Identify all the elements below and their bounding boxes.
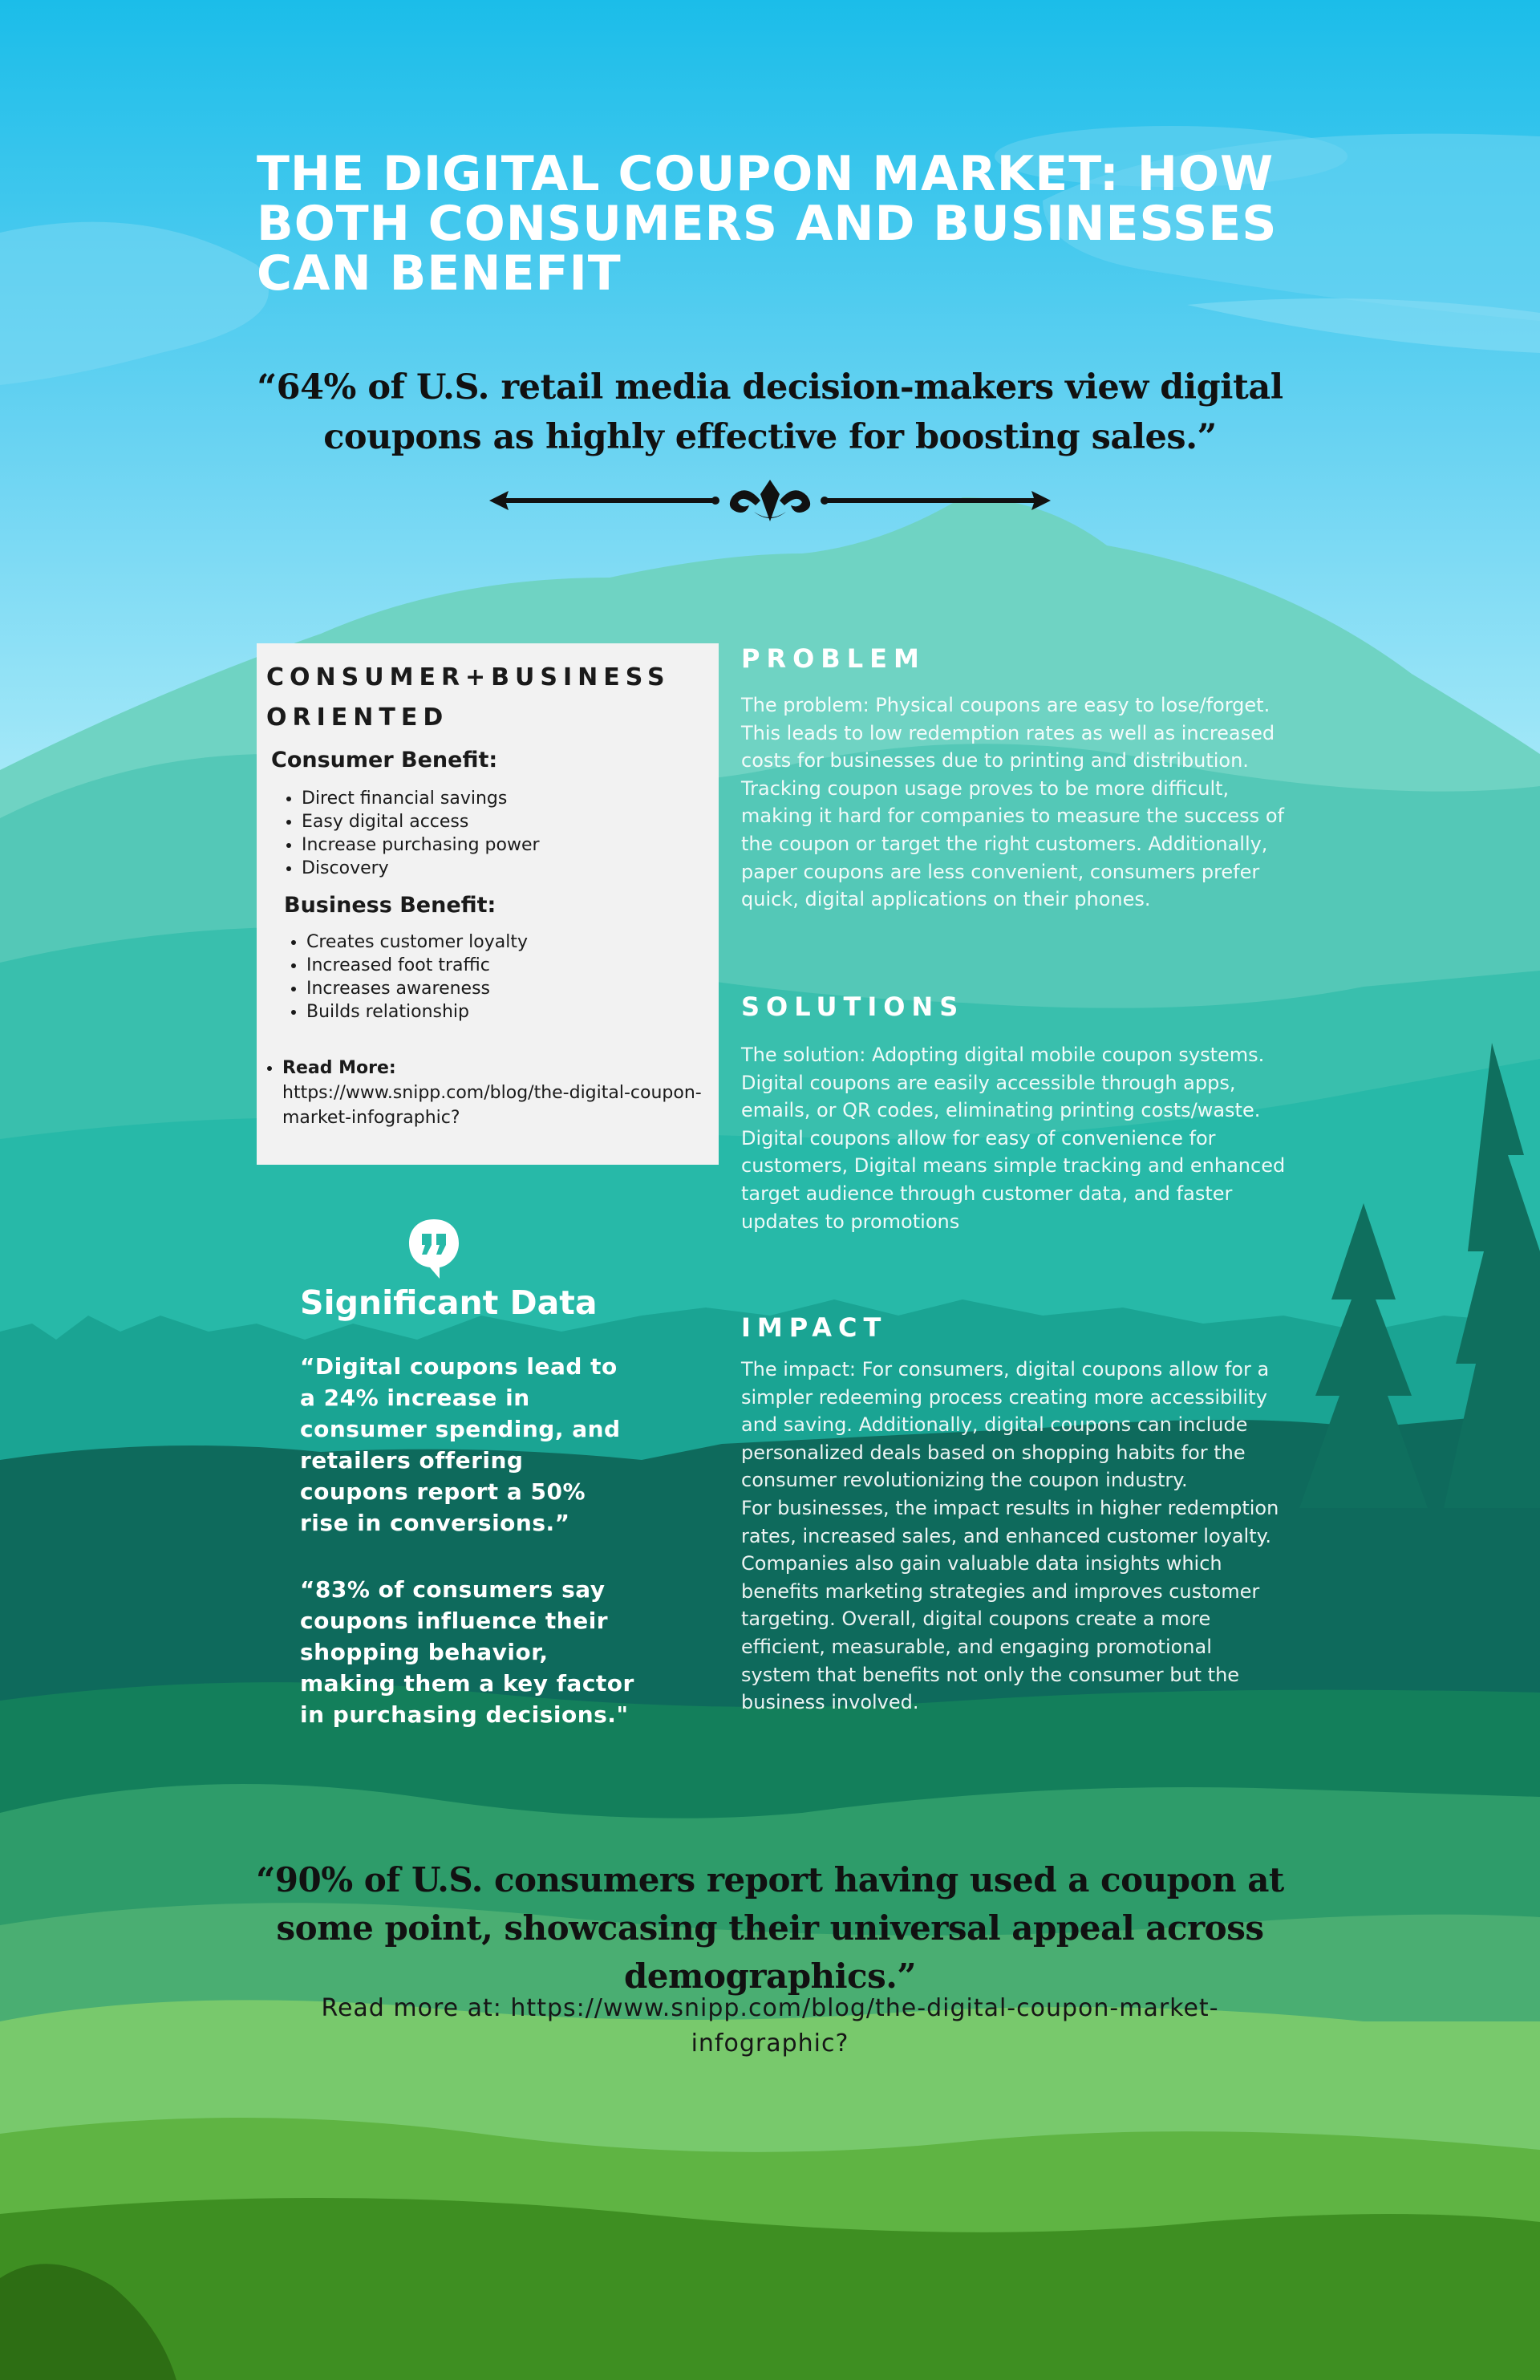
consumer-benefit-list: [266, 787, 719, 880]
ornament-divider-icon: [481, 472, 1059, 529]
problem-heading: PROBLEM: [741, 643, 926, 674]
impact-text: [741, 1356, 1287, 1717]
read-more-link[interactable]: https://www.snipp.com/blog/the-digital-coupon-market-infographic?: [282, 1083, 702, 1128]
solutions-text: The solution: Adopting digital mobile coupon systems. Digital coupons are easily accessible through apps, emails, or QR codes, eliminating printing costs/waste. Digital coupons allow for easy of convenience for customers, Digital means simple tracking and enhanced target audience through customer data, and faster updates to promotions: [741, 1044, 1286, 1233]
impact-heading: IMPACT: [741, 1312, 888, 1343]
problem-text: The problem: Physical coupons are easy to lose/forget. This leads to low redemption rates as well as increased costs for businesses due to printing and distribution. Tracking coupon usage proves to be more difficult, making it hard for companies to measure the success of the coupon or target the right customers. Additionally, paper coupons are less convenient, consumers prefer quick, digital applications on their phones.: [741, 694, 1284, 911]
list-item: • Creates customer loyalty: [306, 931, 719, 954]
significant-data-title: Significant Data: [300, 1283, 598, 1322]
solutions-heading: SOLUTIONS: [741, 991, 965, 1022]
business-benefit-list: [266, 931, 719, 1024]
read-more-item: [282, 1056, 719, 1130]
significant-quote-1: “Digital coupons lead to a 24% increase in consumer spending, and retailers offering coupons report a 50% rise in conversions.”: [300, 1353, 621, 1536]
read-more-list: [266, 1056, 719, 1130]
list-item: • Increased foot traffic: [306, 954, 719, 977]
list-item: • Increase purchasing power: [302, 833, 719, 857]
top-quote: “64% of U.S. retail media decision-makers view digital coupons as highly effective for boosting sales.”: [257, 367, 1283, 457]
read-more-label: • Read More:: [282, 1058, 396, 1078]
impact-paragraph-consumers: The impact: For consumers, digital coupons allow for a simpler redeeming process creating more accessibility and saving. Additionally, digital coupons can include personalized deals based on shopping habits for the consumer revolutionizing the coupon industry.: [741, 1358, 1270, 1492]
bottom-quote: “90% of U.S. consumers report having used a coupon at some point, showcasing their universal appeal across demographics.”: [256, 1860, 1284, 1996]
list-item: • Increases awareness: [306, 977, 719, 1000]
list-item: • Direct financial savings: [302, 787, 719, 810]
list-item: • Discovery: [302, 857, 719, 880]
quote-bubble-icon: [407, 1218, 460, 1280]
business-benefit-heading: Business Benefit:: [284, 893, 496, 918]
impact-paragraph-businesses: For businesses, the impact results in higher redemption rates, increased sales, and enhanced customer loyalty. Companies also gain valuable data insights which benefits marketing strategies and improves customer targeting. Overall, digital coupons create a more efficient, measurable, and engaging promotional system that benefits not only the consumer but the business involved.: [741, 1496, 1279, 1714]
consumer-benefit-heading: Consumer Benefit:: [271, 748, 498, 772]
significant-quote-2: “83% of consumers say coupons influence their shopping behavior, making them a key factor in purchasing decisions.": [300, 1576, 634, 1728]
bottom-read-more[interactable]: Read more at: https://www.snipp.com/blog/the-digital-coupon-market-infographic?: [321, 1994, 1219, 2058]
card-title: CONSUMER+BUSINESS ORIENTED: [266, 663, 671, 732]
list-item: • Builds relationship: [306, 1000, 719, 1024]
list-item: • Easy digital access: [302, 810, 719, 833]
page-title: [257, 146, 1299, 302]
title-line: THE DIGITAL COUPON MARKET: HOW: [257, 146, 1275, 202]
title-line: CAN BENEFIT: [257, 245, 622, 302]
title-line: BOTH CONSUMERS AND BUSINESSES: [257, 196, 1278, 252]
benefits-card: [257, 643, 719, 1165]
